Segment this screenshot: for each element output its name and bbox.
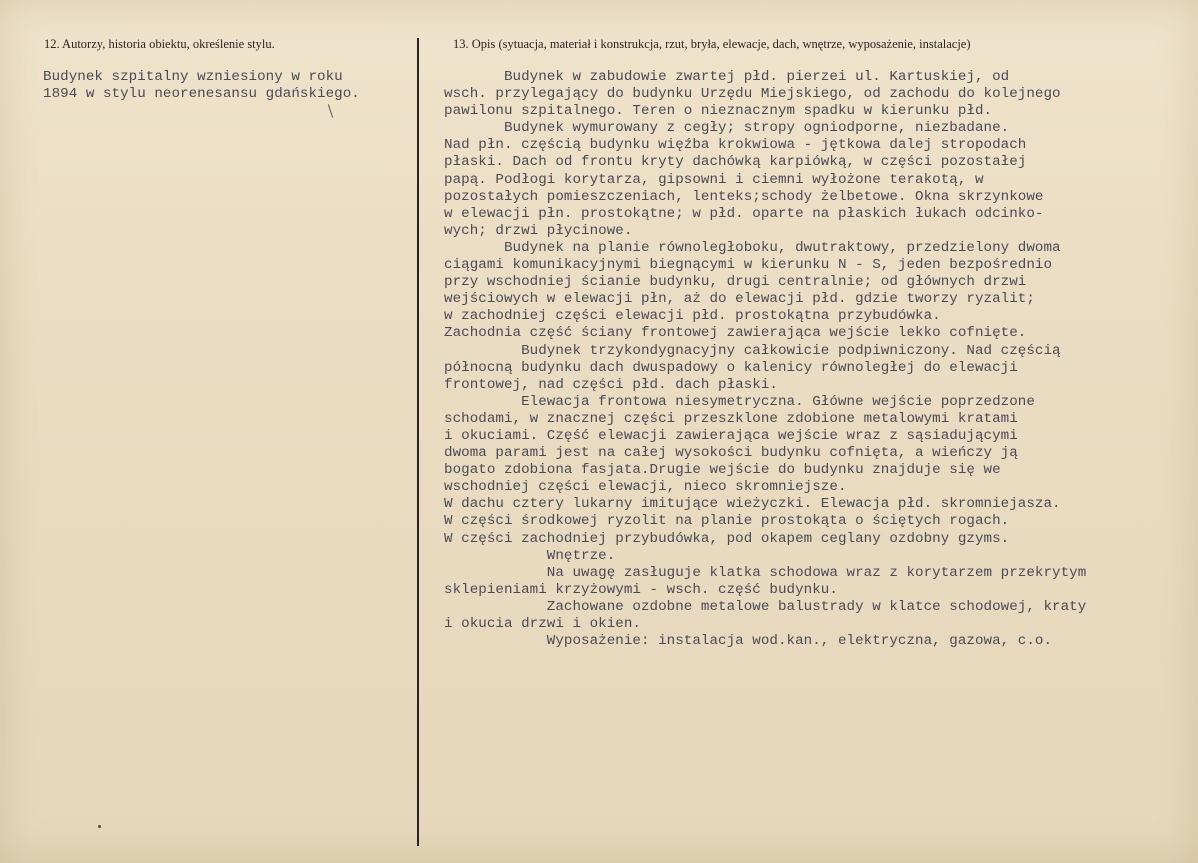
left-column-header: 12. Autorzy, historia obiektu, określenie stylu. [44, 37, 275, 51]
text-line: pawilonu szpitalnego. Teren o nieznacznym spadku w kierunku płd. [444, 103, 993, 120]
text-line: wsch. przylegający do budynku Urzędu Miejskiego, od zachodu do kolejnego [444, 86, 1061, 103]
text-line: Wnętrze. [444, 547, 616, 564]
text-line: frontowej, nad części płd. dach płaski. [444, 376, 778, 393]
paper-spot [98, 825, 101, 828]
text-line: Zachowane ozdobne metalowe balustrady w klatce schodowej, kraty [444, 598, 1087, 615]
text-line: sklepieniami krzyżowymi - wsch. część budynku. [444, 581, 838, 598]
text-line: Budynek szpitalny wzniesiony w roku [43, 69, 343, 85]
right-column-text [444, 69, 1086, 650]
text-line: schodami, w znacznej części przeszklone zdobione metalowymi kratami [444, 410, 1018, 427]
text-line: dwoma parami jest na całej wysokości budynku cofnięta, a wieńczy ją [444, 445, 1018, 462]
text-line: wych; drzwi płycinowe. [444, 222, 633, 239]
text-line: wschodniej części elewacji, nieco skromniejsze. [444, 479, 847, 496]
text-line: wejściowych w elewacji płn, aż do elewacji płd. gdzie tworzy ryzalit; [444, 291, 1035, 308]
text-line: Elewacja frontowa niesymetryczna. Główne wejście poprzedzone [444, 393, 1035, 410]
right-column-header: 13. Opis (sytuacja, materiał i konstrukcja, rzut, bryła, elewacje, dach, wnętrze, wyposażenie, instalacje) [453, 37, 971, 51]
pen-mark [328, 104, 333, 118]
text-line: pozostałych pomieszczeniach, lenteks;schody żelbetowe. Okna skrzynkowe [444, 188, 1044, 205]
text-line: północną budynku dach dwuspadowy o kalenicy równoległej do elewacji [444, 359, 1018, 376]
text-line: W części zachodniej przybudówka, pod okapem ceglany ozdobny gzyms. [444, 530, 1010, 547]
column-divider [417, 38, 419, 846]
text-line: papą. Podłogi korytarza, gipsowni i ciemni wyłożone terakotą, w [444, 171, 984, 188]
text-line: Budynek wymurowany z cegły; stropy ogniodporne, niezbadane. [444, 120, 1010, 137]
text-line: Zachodnia część ściany frontowej zawierająca wejście lekko cofnięte. [444, 325, 1027, 342]
text-line: Na uwagę zasługuje klatka schodowa wraz z korytarzem przekrytym [444, 564, 1087, 581]
text-line: w elewacji płn. prostokątne; w płd. oparte na płaskich łukach odcinko- [444, 205, 1044, 222]
text-line: Budynek na planie równoległoboku, dwutraktowy, przedzielony dwoma [444, 239, 1061, 256]
text-line: i okuciami. Część elewacji zawierająca wejście wraz z sąsiadującymi [444, 427, 1018, 444]
left-column-text [43, 69, 360, 103]
text-line: Wyposażenie: instalacja wod.kan., elektryczna, gazowa, c.o. [444, 633, 1053, 650]
text-line: 1894 w stylu neorenesansu gdańskiego. [43, 86, 360, 103]
text-line: płaski. Dach od frontu kryty dachówką karpiówką, w części pozostałej [444, 154, 1027, 171]
text-line: w zachodniej części elewacji płd. prostokątna przybudówka. [444, 308, 941, 325]
text-line: przy wschodniej ścianie budynku, drugi centralnie; od głównych drzwi [444, 274, 1027, 291]
text-line: ciągami komunikacyjnymi biegnącymi w kierunku N - S, jeden bezpośrednio [444, 257, 1053, 274]
text-line: Budynek w zabudowie zwartej płd. pierzei ul. Kartuskiej, od [444, 69, 1010, 85]
text-line: Budynek trzykondygnacyjny całkowicie podpiwniczony. Nad częścią [444, 342, 1061, 359]
text-line: Nad płn. częścią budynku więźba krokwiowa - jętkowa dalej stropodach [444, 137, 1027, 154]
text-line: bogato zdobiona fasjata.Drugie wejście do budynku znajduje się we [444, 462, 1001, 479]
text-line: W części środkowej ryzolit na planie prostokąta o ściętych rogach. [444, 513, 1010, 530]
text-line: W dachu cztery lukarny imitujące wieżyczki. Elewacja płd. skromniejasza. [444, 496, 1061, 513]
text-line: i okucia drzwi i okien. [444, 616, 641, 632]
